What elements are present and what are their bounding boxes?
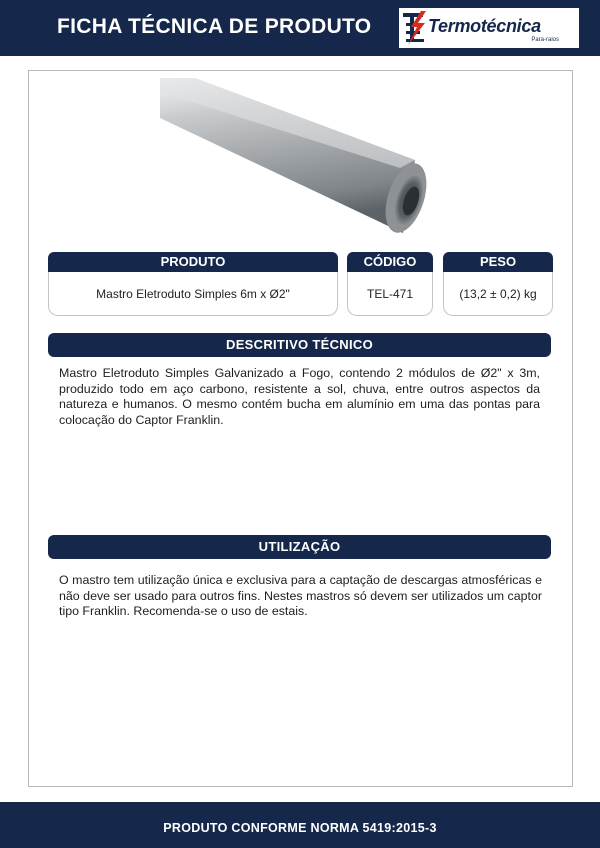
page-title: FICHA TÉCNICA DE PRODUTO xyxy=(57,15,372,38)
lightning-logo-icon xyxy=(402,11,428,45)
value-codigo: TEL-471 xyxy=(347,272,433,316)
header-codigo: CÓDIGO xyxy=(347,252,433,272)
footer-bar xyxy=(0,802,600,848)
brand-logo xyxy=(399,8,579,48)
brand-name: Termotécnica xyxy=(428,16,541,36)
value-produto: Mastro Eletroduto Simples 6m x Ø2" xyxy=(48,272,338,316)
header-produto: PRODUTO xyxy=(48,252,338,272)
descritivo-text: Mastro Eletroduto Simples Galvanizado a Fogo, contendo 2 módulos de Ø2" x 3m, produzido todo em aço carbono, resistente a sol, chuva, entre outros aspectos da natureza e humanos. O mesmo contém bucha em alumínio em uma das pontas para colocação do Captor Franklin. xyxy=(59,366,540,427)
utilizacao-text: O mastro tem utilização única e exclusiva para a captação de descargas atmosféricas e não deve ser usado para outros fins. Nestes mastros só devem ser utilizados um captor tipo Franklin. Recomenda-se o uso de estais. xyxy=(59,573,542,618)
brand-subtitle: Para-raios xyxy=(531,37,559,43)
value-peso: (13,2 ± 0,2) kg xyxy=(443,272,553,316)
footer-norma: PRODUTO CONFORME NORMA 5419:2015-3 xyxy=(163,821,437,835)
product-image xyxy=(160,78,430,238)
header-peso: PESO xyxy=(443,252,553,272)
section-utilizacao-title: UTILIZAÇÃO xyxy=(48,535,551,559)
section-descritivo-title: DESCRITIVO TÉCNICO xyxy=(48,333,551,357)
header-bar xyxy=(0,0,600,56)
